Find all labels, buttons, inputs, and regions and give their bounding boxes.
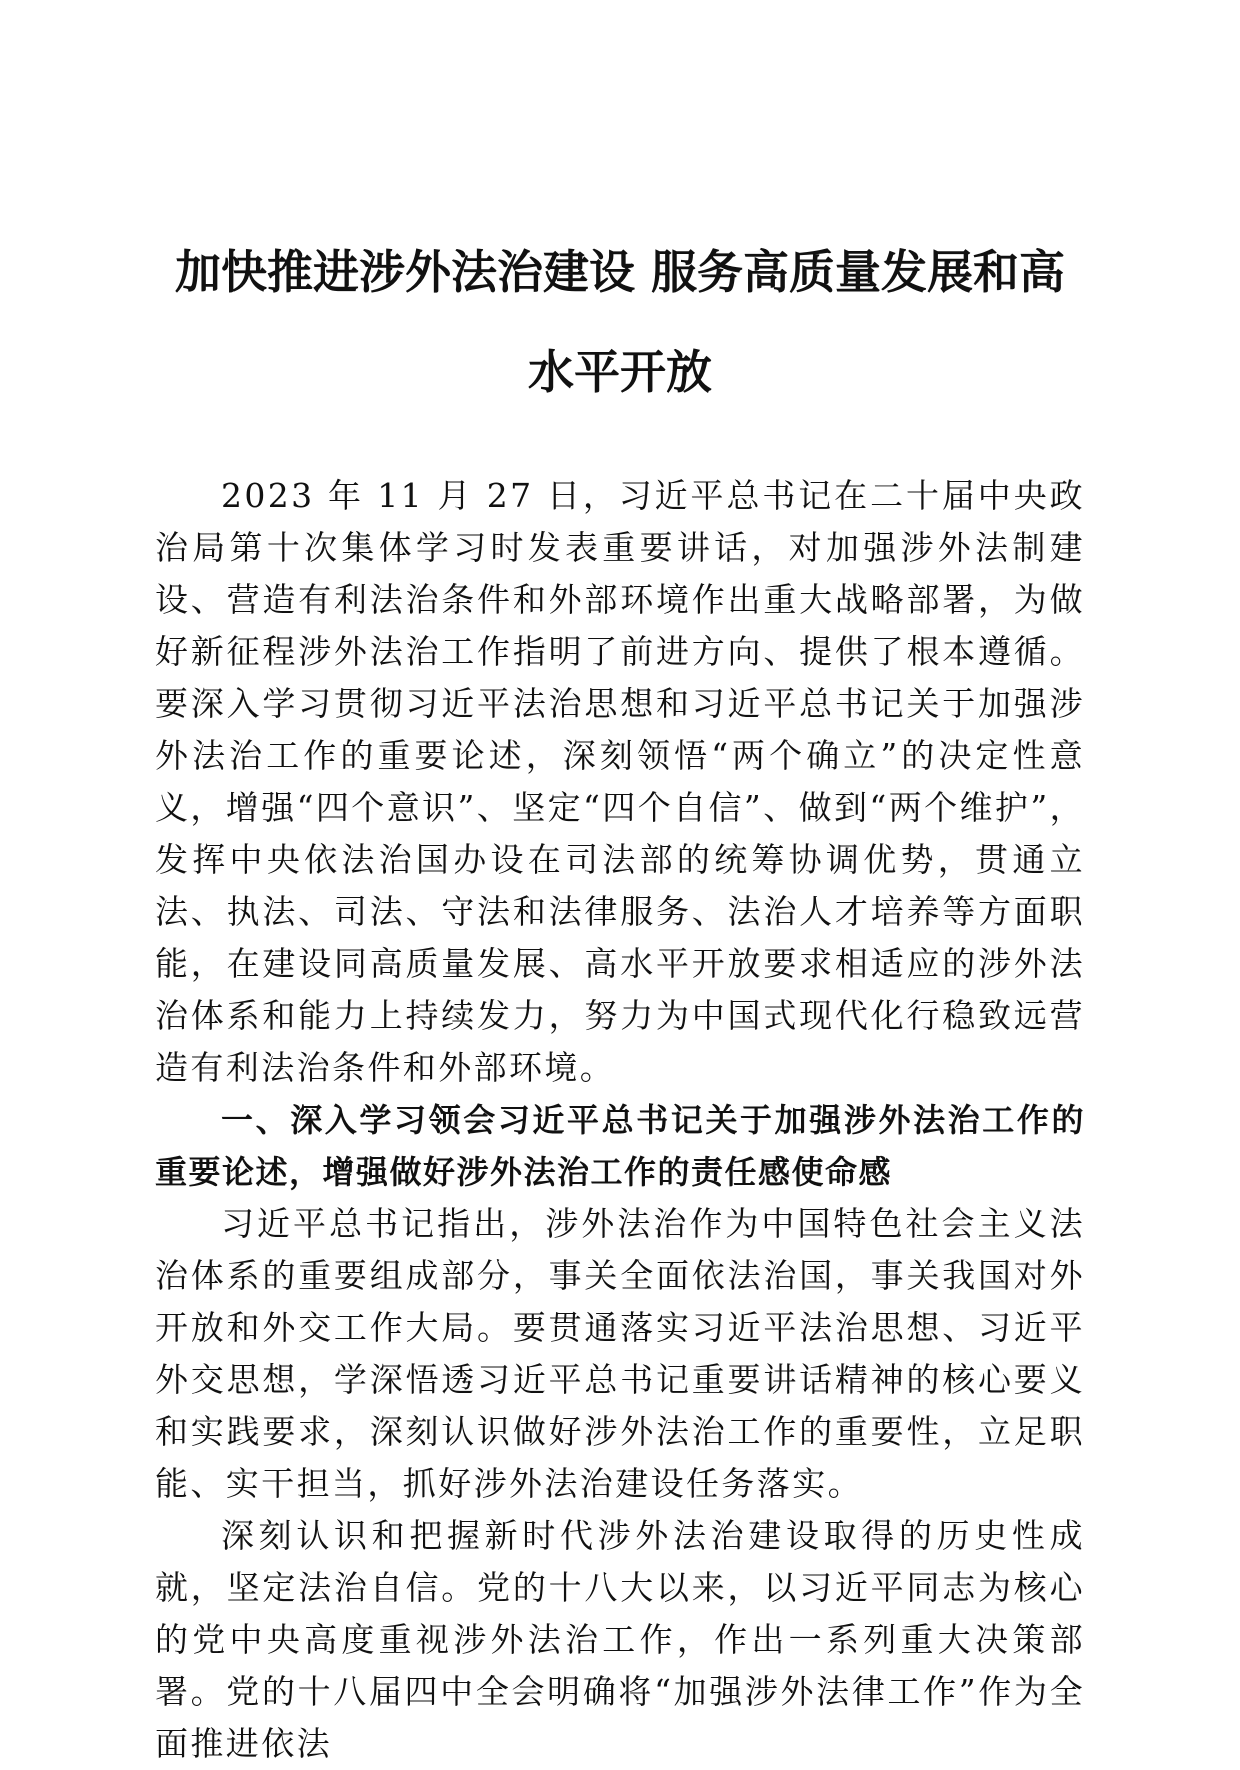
title-line-1: 加快推进涉外法治建设 服务高质量发展和高 — [174, 245, 1065, 299]
body-paragraph-1: 习近平总书记指出，涉外法治作为中国特色社会主义法治体系的重要组成部分，事关全面依法治国，事关我国对外开放和外交工作大局。要贯通落实习近平法治思想、习近平外交思想，学深悟透习近平总书记重要讲话精神的核心要义和实践要求，深刻认识做好涉外法治工作的重要性，立足职能、实干担当，抓好涉外法治建设任务落实。 — [155, 1204, 1085, 1503]
document-title — [155, 222, 1085, 422]
document-body — [155, 470, 1085, 1770]
title-line-2: 水平开放 — [528, 345, 712, 399]
body-paragraph-2: 深刻认识和把握新时代涉外法治建设取得的历史性成就，坚定法治自信。党的十八大以来，以习近平同志为核心的党中央高度重视涉外法治工作，作出一系列重大决策部署。党的十八届四中全会明确将“加强涉外法律工作”作为全面推进依法 — [155, 1516, 1085, 1763]
section-heading-1: 一、深入学习领会习近平总书记关于加强涉外法治工作的重要论述，增强做好涉外法治工作的责任感使命感 — [155, 1101, 1085, 1191]
intro-paragraph: 2023 年 11 月 27 日，习近平总书记在二十届中央政治局第十次集体学习时发表重要讲话，对加强涉外法制建设、营造有利法治条件和外部环境作出重大战略部署，为做好新征程涉外法治工作指明了前进方向、提供了根本遵循。要深入学习贯彻习近平法治思想和习近平总书记关于加强涉外法治工作的重要论述，深刻领悟“两个确立”的决定性意义，增强“四个意识”、坚定“四个自信”、做到“两个维护”，发挥中央依法治国办设在司法部的统筹协调优势，贯通立法、执法、司法、守法和法律服务、法治人才培养等方面职能，在建设同高质量发展、高水平开放要求相适应的涉外法治体系和能力上持续发力，努力为中国式现代化行稳致远营造有利法治条件和外部环境。 — [155, 476, 1085, 1087]
